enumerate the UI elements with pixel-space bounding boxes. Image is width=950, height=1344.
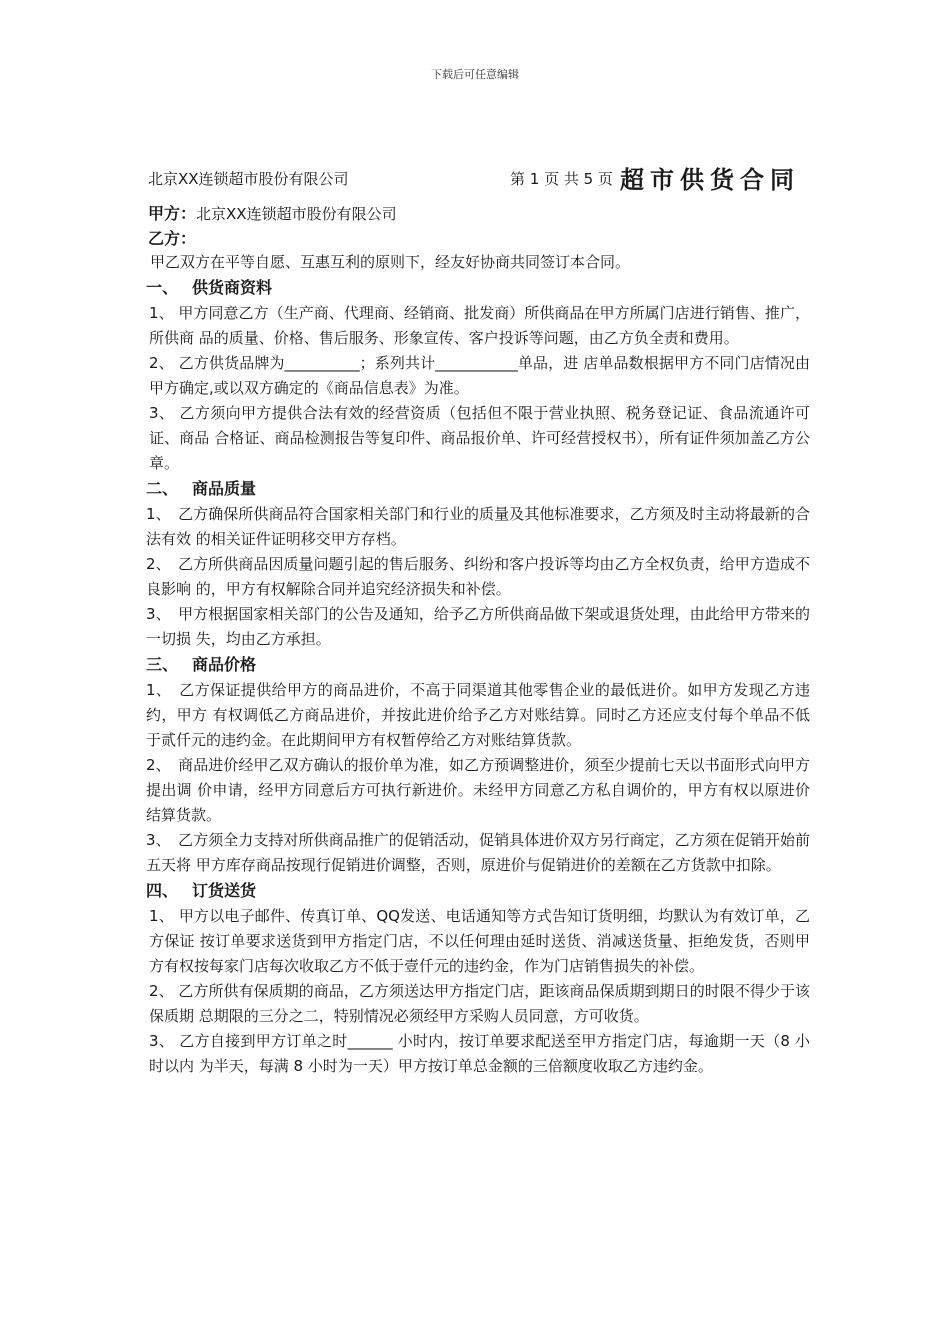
section-heading (146, 275, 810, 301)
document-header (148, 160, 808, 194)
section-heading (146, 652, 810, 678)
watermark-text: 下载后可任意编辑 (431, 68, 519, 81)
section-heading (146, 476, 810, 502)
section-number: 二、 (146, 479, 179, 498)
clause-paragraph: 3、 乙方自接到甲方订单之时______ 小时内，按订单要求配送至甲方指定门店，每逾期一天（8 小时以内 为半天，每满 8 小时为一天）甲方按订单总金额的三倍额度收取乙方违约金。 (149, 1032, 810, 1075)
clause-paragraph: 3、 甲方根据国家相关部门的公告及通知，给予乙方所供商品做下架或退货处理，由此给甲方带来的一切损 失，均由乙方承担。 (146, 605, 810, 648)
section-number: 三、 (146, 655, 179, 674)
section-number: 四、 (146, 881, 179, 900)
contract-body (146, 250, 810, 1079)
clause-paragraph: 3、 乙方须全力支持对所供商品推广的促销活动，促销具体进价双方另行商定，乙方须在促销开始前五天将 甲方库存商品按现行促销进价调整，否则，原进价与促销进价的差额在乙方货款中扣除。 (146, 831, 810, 874)
clause-paragraph: 2、 乙方供货品牌为__________；系列共计___________单品，进 店单品数根据甲方不同门店情况由甲方确定,或以双方确定的《商品信息表》为准。 (149, 354, 810, 397)
party-a-label: 甲方： (148, 204, 197, 223)
intro-paragraph: 甲乙双方在平等自愿、互惠互利的原则下，经友好协商共同签订本合同。 (150, 253, 631, 271)
section-heading (146, 878, 810, 904)
clause-paragraph: 2、 乙方所供商品因质量问题引起的售后服务、纠纷和客户投诉等均由乙方全权负责，给甲方造成不良影响 的，甲方有权解除合同并追究经济损失和补偿。 (146, 555, 810, 598)
clause-paragraph: 2、 商品进价经甲乙双方确认的报价单为准，如乙方预调整进价，须至少提前七天以书面形式向甲方提出调 价申请，经甲方同意后方可执行新进价。未经甲方同意乙方私自调价的，甲方有权以原进价结算货款。 (146, 756, 810, 824)
document-title: 超市供货合同 (620, 166, 800, 194)
party-a (148, 201, 397, 224)
clause-paragraph: 1、 乙方确保所供商品符合国家相关部门和行业的质量及其他标准要求，乙方须及时主动将最新的合法有效 的相关证件证明移交甲方存档。 (146, 505, 810, 548)
section-title: 订货送货 (192, 881, 257, 900)
clause-paragraph: 1、 乙方保证提供给甲方的商品进价，不高于同渠道其他零售企业的最低进价。如甲方发现乙方违约，甲方 有权调低乙方商品进价，并按此进价给予乙方对账结算。同时乙方还应支付每个单品不低于贰仟元的违约金。在此期间甲方有权暂停给乙方对账结算货款。 (146, 681, 810, 749)
section-number: 一、 (146, 278, 179, 297)
clause-paragraph: 1、 甲方以电子邮件、传真订单、QQ发送、电话通知等方式告知订货明细，均默认为有效订单，乙方保证 按订单要求送货到甲方指定门店，不以任何理由延时送货、消减送货量、拒绝发货，否则甲方有权按每家门店每次收取乙方不低于壹仟元的违约金，作为门店销售损失的补偿。 (149, 907, 810, 975)
header-page-info: 第 1 页 共 5 页 (510, 170, 613, 188)
party-a-value: 北京XX连锁超市股份有限公司 (196, 205, 397, 223)
clause-paragraph: 3、 乙方须向甲方提供合法有效的经营资质（包括但不限于营业执照、税务登记证、食品流通许可证、商品 合格证、商品检测报告等复印件、商品报价单、许可经营授权书），所有证件须加盖乙方公章。 (149, 404, 810, 472)
party-b-label: 乙方： (148, 229, 197, 248)
section-title: 商品价格 (192, 655, 257, 674)
header-company: 北京XX连锁超市股份有限公司 (148, 170, 349, 188)
clause-paragraph: 2、 乙方所供有保质期的商品，乙方须送达甲方指定门店，距该商品保质期到期日的时限不得少于该保质期 总期限的三分之二，特别情况必须经甲方采购人员同意，方可收货。 (149, 982, 810, 1025)
section-title: 供货商资料 (192, 278, 273, 297)
party-b (148, 226, 196, 249)
clause-paragraph: 1、 甲方同意乙方（生产商、代理商、经销商、批发商）所供商品在甲方所属门店进行销售、推广，所供商 品的质量、价格、售后服务、形象宣传、客户投诉等问题，由乙方负全责和费用。 (149, 304, 810, 347)
section-title: 商品质量 (192, 479, 257, 498)
